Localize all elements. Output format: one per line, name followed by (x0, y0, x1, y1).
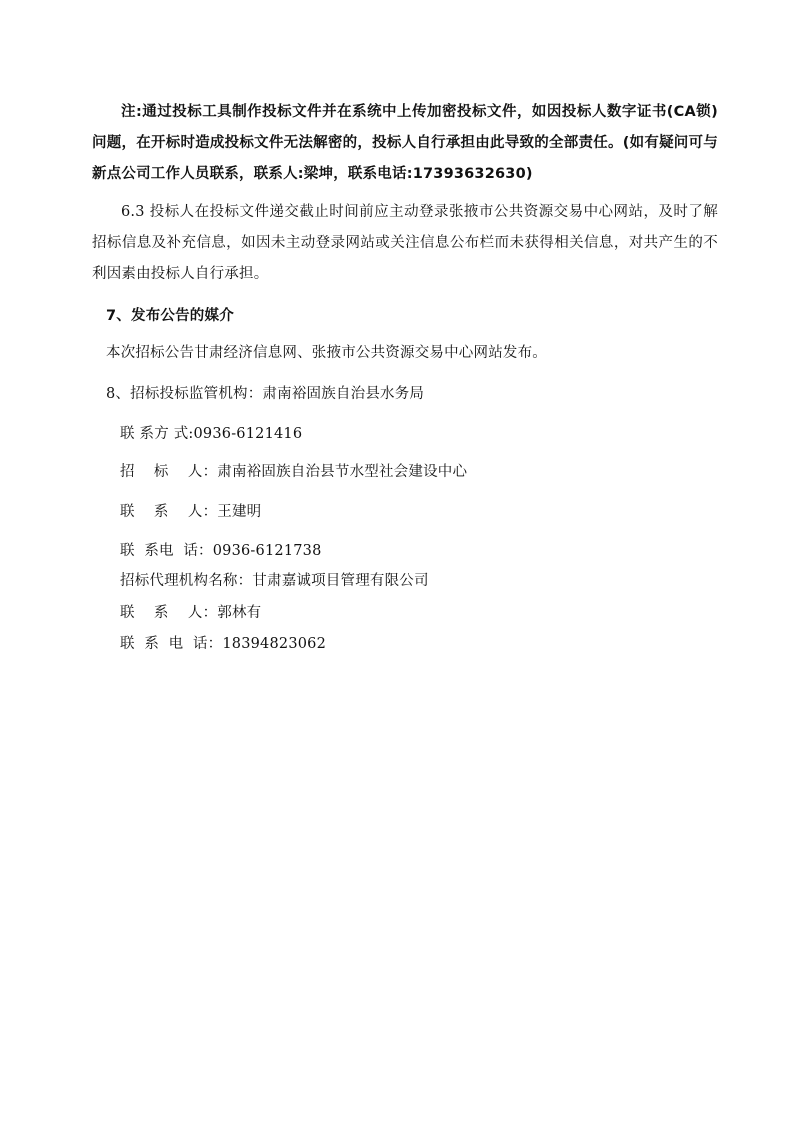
tenderer-contact-phone: 联 系电 话：0936-6121738 (120, 543, 322, 559)
agency-contact-person: 联 系 人：郭林有 (120, 605, 262, 621)
section-8-heading: 8、招标投标监管机构：肃南裕固族自治县水务局 (106, 386, 425, 402)
section-7-heading: 7、发布公告的媒介 (106, 308, 234, 324)
section-7-body: 本次招标公告甘肃经济信息网、张掖市公共资源交易中心网站发布。 (106, 345, 547, 361)
ca-certificate-note: 注:通过投标工具制作投标文件并在系统中上传加密投标文件，如因投标人数字证书(CA锁)问题，在开标时造成投标文件无法解密的，投标人自行承担由此导致的全部责任。(如有疑问可与新点公司工作人员联系，联系人:梁坤，联系电话:17393632630) (92, 104, 718, 182)
agency-name-line: 招标代理机构名称：甘肃嘉诚项目管理有限公司 (120, 573, 429, 589)
tenderer-contact-person: 联 系 人：王建明 (120, 504, 262, 520)
supervisor-contact-phone: 联 系方 式:0936-6121416 (120, 426, 303, 442)
agency-contact-phone: 联 系 电 话：18394823062 (120, 636, 327, 652)
section-6-3-paragraph: 6.3 投标人在投标文件递交截止时间前应主动登录张掖市公共资源交易中心网站，及时了解招标信息及补充信息，如因未主动登录网站或关注信息公布栏而未获得相关信息，对共产生的不利因素由投标人自行承担。 (92, 204, 718, 282)
tenderer-line: 招 标 人：肃南裕固族自治县节水型社会建设中心 (120, 464, 468, 480)
